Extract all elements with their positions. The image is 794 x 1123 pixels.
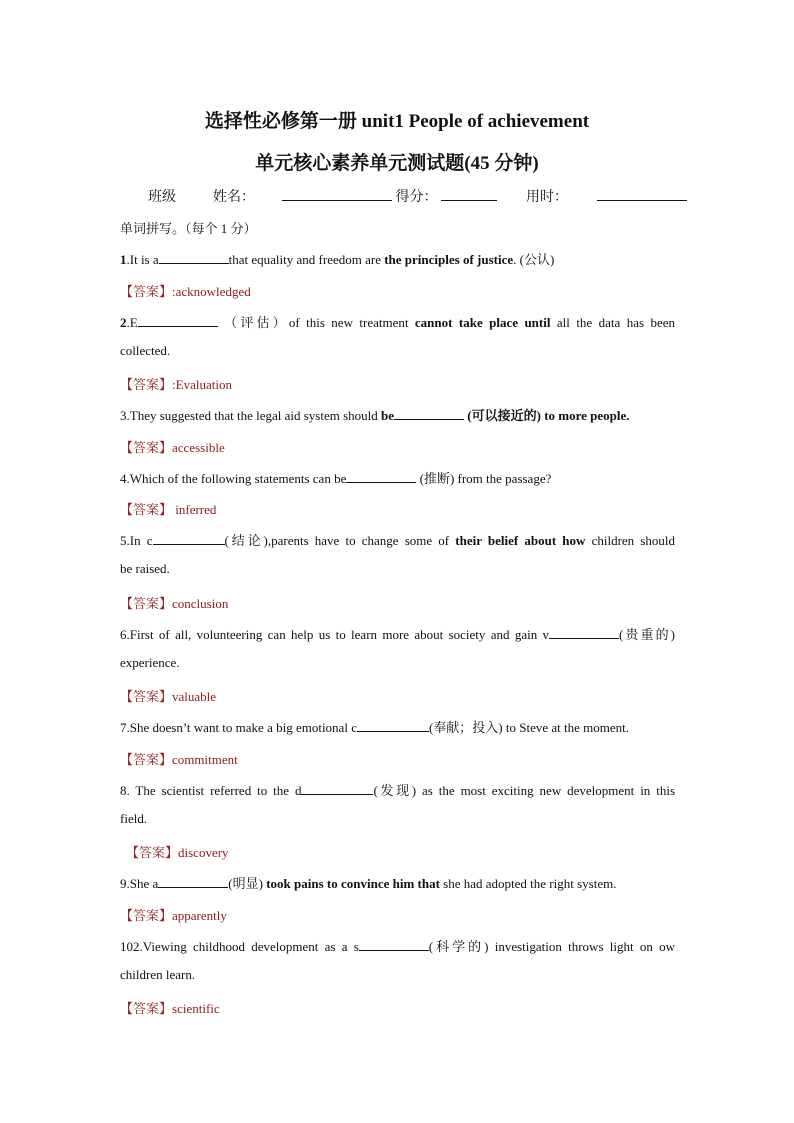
answer-7: 【答案】commitment [120,752,238,767]
question-8: 8. The scientist referred to the d (发现) as the most exciting new development in this [120,783,675,798]
answer-10: 【答案】scientific [120,1001,220,1016]
question-5: 5.In c (结论),parents have to change some of their belief about how children should [120,533,675,548]
score-label: 得分： [395,190,438,205]
answer-blank[interactable] [159,252,229,264]
document-subtitle: 单元核心素养单元测试题(45 分钟) [255,153,539,174]
question-10: 102.Viewing childhood development as a s (科学的) investigation throws light on ow [120,939,675,954]
question-3: 3.They suggested that the legal aid system should be (可以接近的) to more people. [120,408,630,423]
answer-blank[interactable] [549,627,619,639]
question-5-continued: be raised. [120,561,170,576]
answer-blank[interactable] [158,876,228,888]
answer-9: 【答案】apparently [120,908,227,923]
name-blank[interactable] [282,188,392,201]
question-9: 9.She a (明显) took pains to convince him that she had adopted the right system. [120,876,617,891]
question-6-continued: experience. [120,655,180,670]
answer-blank[interactable] [394,408,464,420]
answer-1: 【答案】:acknowledged [120,284,251,299]
answer-blank[interactable] [153,533,225,545]
answer-3: 【答案】accessible [120,440,225,455]
answer-8: 【答案】discovery [126,845,229,860]
question-6: 6.First of all, volunteering can help us to learn more about society and gain v (贵重的) [120,627,675,642]
question-4: 4.Which of the following statements can be (推断) from the passage? [120,471,552,486]
section-heading: 单词拼写。（每个 1 分） [120,221,257,236]
answer-4: 【答案】 inferred [120,502,217,517]
answer-6: 【答案】valuable [120,689,217,704]
answer-blank[interactable] [346,471,416,483]
student-info-line [148,186,687,206]
answer-blank[interactable] [138,315,218,327]
answer-blank[interactable] [359,939,429,951]
answer-blank[interactable] [357,720,429,732]
time-blank[interactable] [597,188,687,201]
answer-5: 【答案】conclusion [120,596,229,611]
score-blank[interactable] [441,188,497,201]
class-label: 班级 [148,190,176,205]
answer-blank[interactable] [301,783,373,795]
name-label: 姓名： [213,190,255,205]
question-2: 2.E （评估）of this new treatment cannot take place until all the data has been [120,315,675,330]
question-7: 7.She doesn’t want to make a big emotional c (奉献；投入) to Steve at the moment. [120,720,629,735]
time-label: 用时： [526,190,568,205]
question-2-continued: collected. [120,343,171,358]
question-8-continued: field. [120,811,148,826]
question-10-continued: children learn. [120,967,196,982]
document-title: 选择性必修第一册 unit1 People of achievement [204,111,590,132]
answer-2: 【答案】:Evaluation [120,377,232,392]
question-1: 1.It is a that equality and freedom are the principles of justice. (公认) [120,252,555,267]
